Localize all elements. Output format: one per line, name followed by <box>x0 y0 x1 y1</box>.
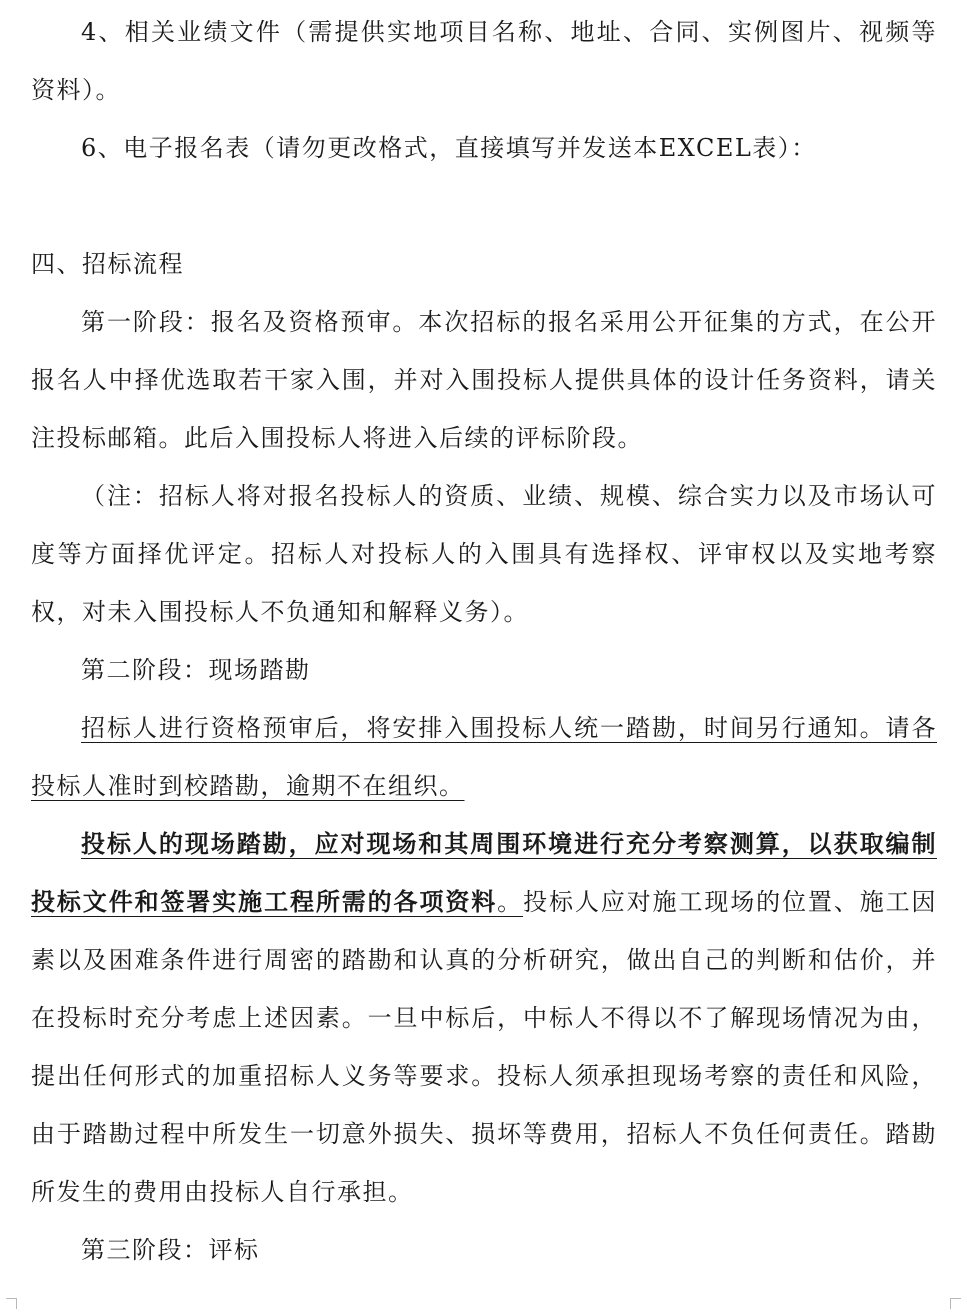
stage1-paragraph: 第一阶段：报名及资格预审。本次招标的报名采用公开征集的方式，在公开报名人中择优选取若干家入围，并对入围投标人提供具体的设计任务资料，请关注投标邮箱。此后入围投标人将进入后续的评标阶段。 <box>31 308 937 452</box>
stage2-paragraph <box>31 699 937 815</box>
survey-rest-text: 投标人应对施工现场的位置、施工因素以及困难条件进行周密的踏勘和认真的分析研究，做出自己的判断和估价，并在投标时充分考虑上述因素。一旦中标后，中标人不得以不了解现场情况为由，提出任何形式的加重招标人义务等要求。投标人须承担现场考察的责任和风险，由于踏勘过程中所发生一切意外损失、损坏等费用，招标人不负任何责任。踏勘所发生的费用由投标人自行承担。 <box>31 888 938 1206</box>
stage2-underlined-text: 招标人进行资格预审后，将安排入围投标人统一踏勘，时间另行通知。请各投标人准时到校踏勘，逾期不在组织。 <box>31 714 937 800</box>
survey-period: 。 <box>497 888 524 916</box>
section-heading: 四、招标流程 <box>31 250 184 278</box>
item-4-paragraph: 4、相关业绩文件（需提供实地项目名称、地址、合同、实例图片、视频等资料）。 <box>31 18 937 104</box>
stage1-note-paragraph: （注：招标人将对报名投标人的资质、业绩、规模、综合实力以及市场认可度等方面择优评定。招标人对投标人的入围具有选择权、评审权以及实地考察权，对未入围投标人不负通知和解释义务）。 <box>31 482 937 626</box>
survey-bold-text: 投标人的现场踏勘，应对现场和其周围环境进行充分考察测算，以获取编制投标文件和签署实施工程所需的各项资料 <box>31 829 937 916</box>
stage2-heading: 第二阶段：现场踏勘 <box>81 656 311 684</box>
survey-paragraph <box>31 815 937 1221</box>
page-corner-mark-right <box>950 1298 961 1309</box>
item-6-paragraph: 6、电子报名表（请勿更改格式，直接填写并发送本EXCEL表）： <box>81 134 817 162</box>
page-corner-mark-left <box>6 1298 17 1309</box>
stage3-heading: 第三阶段：评标 <box>81 1236 260 1264</box>
